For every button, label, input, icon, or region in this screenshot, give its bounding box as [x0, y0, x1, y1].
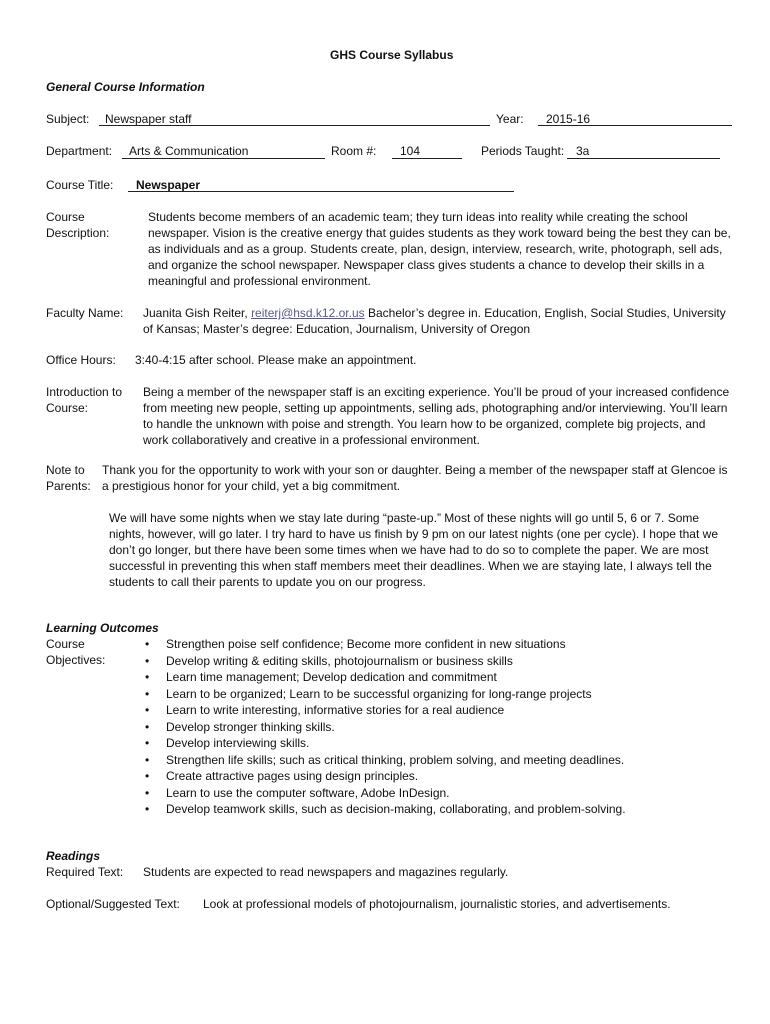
- intro-label-2: Course:: [46, 401, 89, 415]
- objective-item: • Develop teamwork skills, such as decision-making, collaborating, and problem-solving.: [145, 802, 626, 816]
- faculty-degrees: Bachelor’s degree in. Education, English, Social Studies, University of Kansas; Master’s degree: Education, Journalism, University of Oregon: [143, 306, 726, 336]
- periods-label: Periods Taught:: [481, 144, 565, 158]
- course-title-label: Course Title:: [46, 178, 114, 192]
- objective-item: • Develop interviewing skills.: [145, 736, 310, 750]
- bullet-icon: •: [145, 719, 150, 734]
- required-text-label: Required Text:: [46, 865, 124, 879]
- room-value: 104: [400, 144, 421, 158]
- faculty-name: Juanita Gish Reiter,: [143, 306, 248, 320]
- optional-text-value: Look at professional models of photojournalism, journalistic stories, and advertisements.: [203, 897, 671, 911]
- document-title: GHS Course Syllabus: [330, 48, 454, 62]
- objectives-label-1: Course: [46, 637, 85, 651]
- bullet-icon: •: [145, 653, 150, 668]
- general-info-heading: General Course Information: [46, 80, 205, 94]
- year-underline: [538, 125, 732, 126]
- description-label-1: Course: [46, 210, 85, 224]
- subject-underline: [99, 125, 490, 126]
- room-underline: [392, 158, 462, 159]
- readings-heading: Readings: [46, 849, 101, 863]
- bullet-icon: •: [145, 637, 150, 651]
- office-hours-label: Office Hours:: [46, 353, 116, 367]
- bullet-icon: •: [145, 802, 150, 816]
- faculty-text: [143, 305, 733, 337]
- objectives-label-2: Objectives:: [46, 653, 106, 667]
- required-text-value: Students are expected to read newspapers and magazines regularly.: [143, 865, 509, 879]
- objectives-list: [145, 636, 626, 818]
- objective-item: • Create attractive pages using design principles.: [145, 769, 419, 783]
- objective-item: • Learn to use the computer software, Adobe InDesign.: [145, 785, 450, 800]
- periods-underline: [567, 158, 720, 159]
- periods-value: 3a: [576, 144, 590, 158]
- parents-text-2: We will have some nights when we stay late during “paste-up.” Most of these nights will go until 5, 6 or 7. Some nights, however, will go later. I try hard to have us finish by 9 pm on our latest nights (one per cycle). I hope that we don’t go longer, but there have been some times when we have had to do so to complete the paper. We are most successful in preventing this when staff members meet their deadlines. When we are staying late, I always tell the students to call their parents to update you on our progress.: [109, 511, 718, 589]
- objective-item: • Develop writing & editing skills, photojournalism or business skills: [145, 653, 513, 668]
- room-label: Room #:: [331, 144, 377, 158]
- office-hours-text: 3:40-4:15 after school. Please make an appointment.: [135, 353, 417, 367]
- objective-item: • Learn to write interesting, informative stories for a real audience: [145, 703, 505, 717]
- bullet-icon: •: [145, 686, 150, 701]
- bullet-icon: •: [145, 785, 150, 800]
- objective-item: • Strengthen life skills; such as critical thinking, problem solving, and meeting deadlines.: [145, 752, 625, 767]
- learning-outcomes-heading: Learning Outcomes: [46, 621, 159, 635]
- bullet-icon: •: [145, 769, 150, 783]
- bullet-icon: •: [145, 752, 150, 767]
- parents-label-2: Parents:: [46, 479, 91, 493]
- bullet-icon: •: [145, 736, 150, 750]
- objective-item: • Learn time management; Develop dedication and commitment: [145, 670, 497, 684]
- course-title-value: Newspaper: [136, 178, 201, 192]
- objective-item: • Strengthen poise self confidence; Become more confident in new situations: [145, 637, 566, 651]
- subject-value: Newspaper staff: [105, 112, 192, 126]
- intro-text: Being a member of the newspaper staff is an exciting experience. You’ll be proud of your increased confidence from meeting new people, setting up appointments, selling ads, photographing and/or interviewing. You’ll learn to handle the unknown with poise and strength. You learn how to be organized, complete big projects, and work collaboratively and creative in a professional environment.: [143, 385, 730, 447]
- parents-label-1: Note to: [46, 463, 85, 477]
- faculty-label: Faculty Name:: [46, 306, 124, 320]
- objective-item: • Learn to be organized; Learn to be successful organizing for long-range projects: [145, 686, 592, 701]
- bullet-icon: •: [145, 670, 150, 684]
- intro-label-1: Introduction to: [46, 385, 123, 399]
- course-title-underline: [128, 191, 514, 192]
- subject-label: Subject:: [46, 112, 90, 126]
- parents-text-1: Thank you for the opportunity to work with your son or daughter. Being a member of the newspaper staff at Glencoe is a prestigious honor for your child, yet a big commitment.: [102, 463, 728, 493]
- description-label-2: Description:: [46, 226, 110, 240]
- department-label: Department:: [46, 144, 113, 158]
- year-label: Year:: [496, 112, 524, 126]
- bullet-icon: •: [145, 703, 150, 717]
- objective-item: • Develop stronger thinking skills.: [145, 719, 335, 734]
- department-value: Arts & Communication: [129, 144, 249, 158]
- faculty-email-link[interactable]: reiterj@hsd.k12.or.us: [251, 306, 365, 320]
- optional-text-label: Optional/Suggested Text:: [46, 897, 180, 911]
- year-value: 2015-16: [546, 112, 591, 126]
- course-description-text: Students become members of an academic team; they turn ideas into reality while creating the school newspaper. Vision is the creative energy that guides students as they work toward being the best they can be, as individuals and as a group. Students create, plan, design, interview, research, write, photograph, sell ads, and organize the school newspaper. Newspaper class gives students a chance to develop their skills in a meaningful and professional environment.: [148, 210, 731, 288]
- department-underline: [122, 158, 325, 159]
